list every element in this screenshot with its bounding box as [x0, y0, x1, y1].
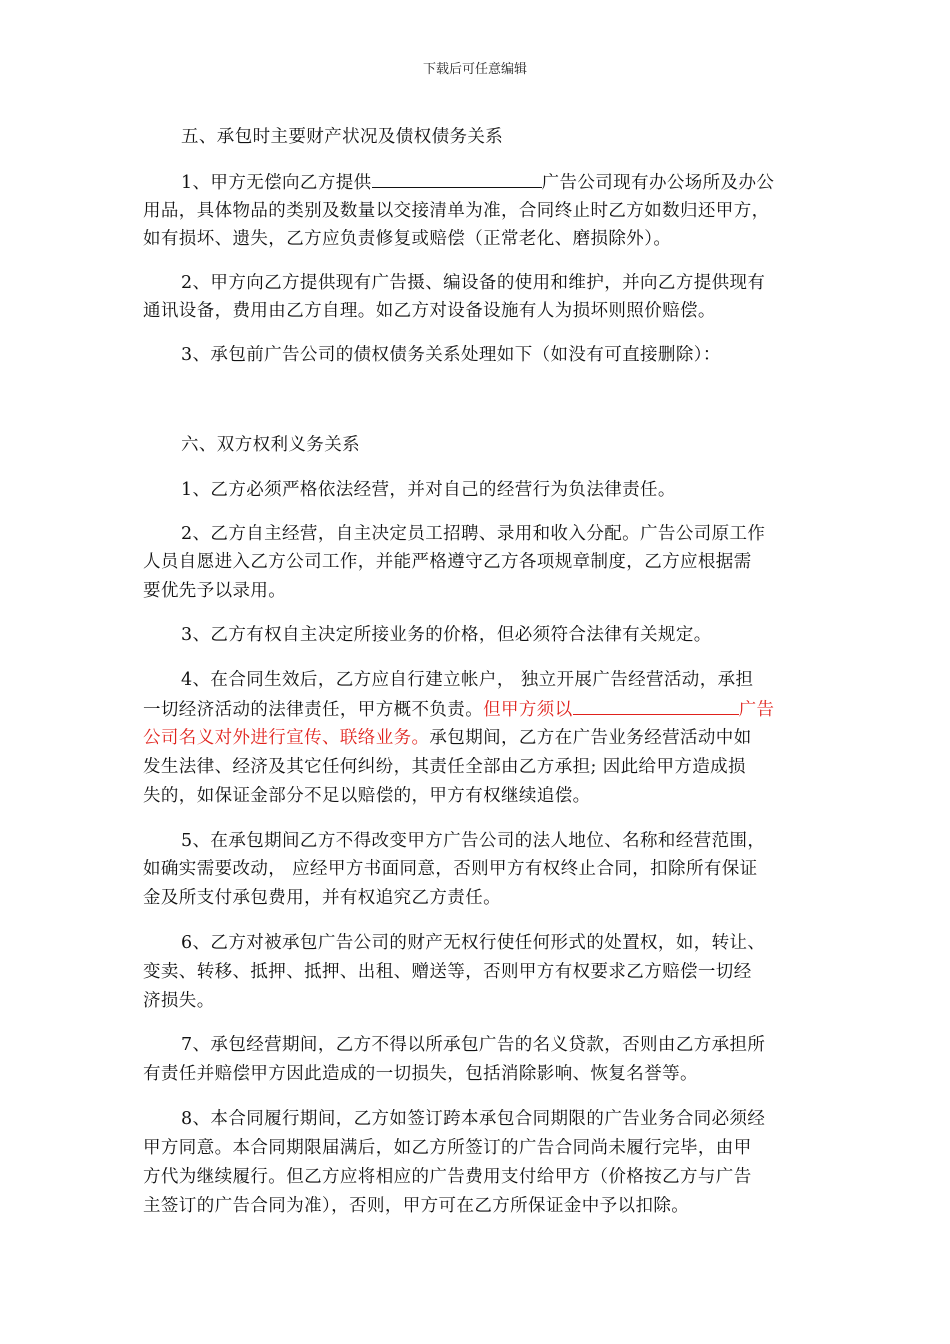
s6-p3-line1: 3、乙方有权自主决定所接业务的价格，但必须符合法律有关规定。: [181, 625, 712, 645]
s6-p2-line1: 2、乙方自主经营，自主决定员工招聘、录用和收入分配。广告公司原工作: [181, 524, 766, 544]
s6-p7-line2: 有责任并赔偿甲方因此造成的一切损失，包括消除影响、恢复名誉等。: [143, 1064, 698, 1084]
s6-p8-line1: 8、本合同履行期间，乙方如签订跨本承包合同期限的广告业务合同必须经: [181, 1109, 766, 1129]
s6-p4-red-a: [483, 700, 774, 720]
s6-p5-line2: 如确实需要改动， 应经甲方书面同意，否则甲方有权终止合同，扣除所有保证: [143, 859, 758, 879]
fill-in-blank[interactable]: [372, 169, 542, 188]
s6-p4-text-a: 一切经济活动的法律责任，甲方概不负责。: [143, 700, 484, 720]
s5-p1-line3: 如有损坏、遗失，乙方应负责修复或赔偿（正常老化、磨损除外）。: [143, 229, 672, 249]
s5-p3-line1: 3、承包前广告公司的债权债务关系处理如下（如没有可直接删除）：: [181, 345, 721, 365]
s5-p1-line1: [143, 169, 774, 195]
s5-p1-line2: 用品，具体物品的类别及数量以交接清单为准，合同终止时乙方如数归还甲方，: [143, 201, 770, 221]
s6-p4-line4: 发生法律、经济及其它任何纠纷，其责任全部由乙方承担; 因此给甲方造成损: [143, 757, 746, 777]
s6-p4-line3: [143, 725, 752, 751]
s6-p2-line3: 要优先予以录用。: [143, 581, 287, 601]
page-header-note: 下载后可任意编辑: [422, 62, 527, 77]
s6-p2-line2: 人员自愿进入乙方公司工作，并能严格遵守乙方各项规章制度，乙方应根据需: [143, 552, 752, 572]
s6-p6-line1: 6、乙方对被承包广告公司的财产无权行使任何形式的处置权，如，转让、: [181, 933, 766, 953]
s5-p2-line2: 通讯设备，费用由乙方自理。如乙方对设备设施有人为损坏则照价赔偿。: [143, 301, 716, 321]
s6-p4-red-text-b: 广告: [738, 700, 775, 720]
s6-p4-line5: 失的，如保证金部分不足以赔偿的，甲方有权继续追偿。: [143, 786, 591, 806]
s6-p4-red-text-c: 公司名义对外进行宣传、联络业务。: [143, 728, 430, 748]
s6-p7-line1: 7、承包经营期间，乙方不得以所承包广告的名义贷款，否则由乙方承担所: [181, 1035, 766, 1055]
s5-p1-text-b: 广告公司现有办公场所及办公: [541, 173, 775, 193]
s6-p4-red-text-a: 但甲方须以: [483, 700, 573, 720]
s6-p6-line3: 济损失。: [143, 991, 215, 1011]
s6-p1-line1: 1、乙方必须严格依法经营，并对自己的经营行为负法律责任。: [181, 480, 676, 500]
s6-p8-line4: 主签订的广告合同为准），否则，甲方可在乙方所保证金中予以扣除。: [143, 1196, 690, 1216]
s5-p2-line1: 2、甲方向乙方提供现有广告摄、编设备的使用和维护，并向乙方提供现有: [181, 273, 766, 293]
section-5-heading: 五、承包时主要财产状况及债权债务关系: [181, 127, 504, 147]
s6-p4-line1: 4、在合同生效后，乙方应自行建立帐户， 独立开展广告经营活动，承担: [181, 670, 754, 690]
s6-p4-line2: [143, 696, 774, 722]
section-6-heading: 六、双方权利义务关系: [181, 435, 360, 455]
s6-p4-text-b: 承包期间，乙方在广告业务经营活动中如: [429, 728, 752, 748]
document-body: [143, 0, 813, 1344]
s6-p5-line3: 金及所支付承包费用，并有权追究乙方责任。: [143, 888, 501, 908]
fill-in-blank[interactable]: [573, 696, 739, 715]
s6-p5-line1: 5、在承包期间乙方不得改变甲方广告公司的法人地位、名称和经营范围，: [181, 831, 766, 851]
s6-p6-line2: 变卖、转移、抵押、抵押、出租、赠送等，否则甲方有权要求乙方赔偿一切经: [143, 962, 752, 982]
s6-p8-line2: 甲方同意。本合同期限届满后，如乙方所签订的广告合同尚未履行完毕，由甲: [143, 1138, 752, 1158]
s6-p8-line3: 方代为继续履行。但乙方应将相应的广告费用支付给甲方（价格按乙方与广告: [143, 1167, 752, 1187]
s5-p1-text-a: 1、甲方无偿向乙方提供: [181, 173, 372, 193]
